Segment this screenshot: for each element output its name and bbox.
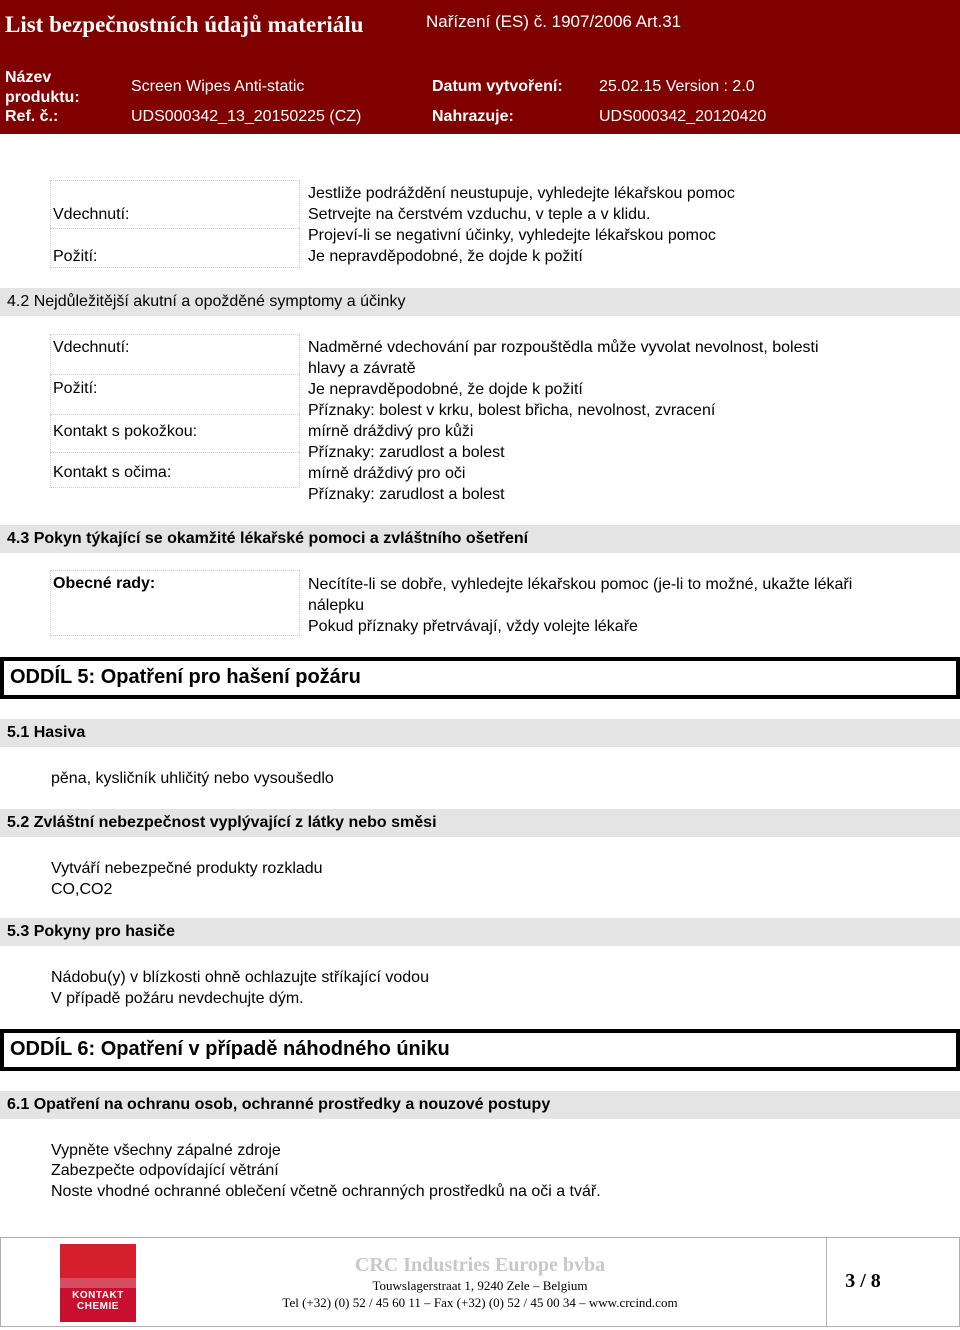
product-name-label: Název produktu: <box>5 69 80 106</box>
first-aid-line: Setrvejte na čerstvém vzduchu, v teple a v klidu. <box>308 206 651 223</box>
replaces-value: UDS000342_20120420 <box>599 108 767 125</box>
extinguishing-media-line: pěna, kysličník uhličitý nebo vysoušedlo <box>51 770 334 787</box>
skin-contact-label: Kontakt s pokožkou: <box>53 423 198 440</box>
special-hazard-line: CO,CO2 <box>51 881 113 898</box>
symptom-line: Nadměrné vdechování par rozpouštědla může vyvolat nevolnost, bolesti <box>308 339 819 356</box>
company-address: Touwslagerstraat 1, 9240 Zele – Belgium <box>372 1278 588 1293</box>
divider <box>50 452 300 453</box>
eye-contact-label: Kontakt s očima: <box>53 464 172 481</box>
symptom-line: Příznaky: zarudlost a bolest <box>308 444 505 461</box>
divider <box>50 414 300 415</box>
first-aid-line: Projeví-li se negativní účinky, vyhledejte lékařskou pomoc <box>308 227 716 244</box>
subsection-5-1-heading: 5.1 Hasiva <box>0 719 960 747</box>
ingestion-label: Požití: <box>53 380 98 397</box>
precaution-line: Noste vhodné ochranné oblečení včetně ochranných prostředků na oči a tvář. <box>51 1183 601 1200</box>
subsection-4-2-heading: 4.2 Nejdůležitější akutní a opožděné symptomy a účinky <box>0 288 960 316</box>
general-advice-label: Obecné rady: <box>53 575 156 592</box>
section-5-heading: ODDÍL 5: Opatření pro hašení požáru <box>0 657 960 699</box>
ref-value: UDS000342_13_20150225 (CZ) <box>131 108 362 125</box>
advice-line: Necítíte-li se dobře, vyhledejte lékařskou pomoc (je-li to možné, ukažte lékaři <box>308 576 853 593</box>
ref-label: Ref. č.: <box>5 108 59 125</box>
company-contact: Tel (+32) (0) 52 / 45 60 11 – Fax (+32) (0) 52 / 45 00 34 – www.crcind.com <box>282 1295 678 1310</box>
firefighter-advice-line: Nádobu(y) v blízkosti ohně ochlazujte stříkající vodou <box>51 969 429 986</box>
first-aid-line: Je nepravděpodobné, že dojde k požití <box>308 248 583 265</box>
created-label: Datum vytvoření: <box>432 78 563 95</box>
subsection-6-1-heading: 6.1 Opatření na ochranu osob, ochranné prostředky a nouzové postupy <box>0 1091 960 1119</box>
firefighter-advice-line: V případě požáru nevdechujte dým. <box>51 990 304 1007</box>
precaution-line: Zabezpečte odpovídající větrání <box>51 1162 279 1179</box>
document-title: List bezpečnostních údajů materiálu <box>5 12 364 37</box>
inhalation-label: Vdechnutí: <box>53 339 130 356</box>
divider <box>50 374 300 375</box>
advice-line: Pokud příznaky přetrvávají, vždy volejte lékaře <box>308 618 638 635</box>
special-hazard-line: Vytváří nebezpečné produkty rozkladu <box>51 860 323 877</box>
first-aid-line: Jestliže podráždění neustupuje, vyhledejte lékařskou pomoc <box>308 185 735 202</box>
created-value: 25.02.15 Version : 2.0 <box>599 78 755 95</box>
company-name: CRC Industries Europe bvba <box>354 1254 606 1276</box>
product-name-value: Screen Wipes Anti-static <box>131 78 305 95</box>
symptom-line: Příznaky: zarudlost a bolest <box>308 486 505 503</box>
symptom-line: mírně dráždivý pro kůži <box>308 423 474 440</box>
symptom-line: Je nepravděpodobné, že dojde k požití <box>308 381 583 398</box>
symptom-line: mírně dráždivý pro oči <box>308 465 466 482</box>
kontakt-chemie-logo: KONTAKT CHEMIE <box>60 1244 136 1322</box>
divider <box>50 228 300 229</box>
symptom-line: hlavy a závratě <box>308 360 416 377</box>
precaution-line: Vypněte všechny zápalné zdroje <box>51 1142 281 1159</box>
regulation-reference: Nařízení (ES) č. 1907/2006 Art.31 <box>426 12 682 31</box>
subsection-4-3-heading: 4.3 Pokyn týkající se okamžité lékařské pomoci a zvláštního ošetření <box>0 525 960 553</box>
subsection-5-3-heading: 5.3 Pokyny pro hasiče <box>0 918 960 946</box>
subsection-5-2-heading: 5.2 Zvláštní nebezpečnost vyplývající z látky nebo směsi <box>0 809 960 837</box>
advice-line: nálepku <box>308 597 365 614</box>
replaces-label: Nahrazuje: <box>432 108 514 125</box>
document-header <box>0 0 960 134</box>
page-number: 3 / 8 <box>845 1270 881 1292</box>
section-6-heading: ODDÍL 6: Opatření v případě náhodného úniku <box>0 1029 960 1071</box>
symptom-line: Příznaky: bolest v krku, bolest břicha, nevolnost, zvracení <box>308 402 716 419</box>
ingestion-label: Požití: <box>53 248 98 265</box>
inhalation-label: Vdechnutí: <box>53 206 130 223</box>
